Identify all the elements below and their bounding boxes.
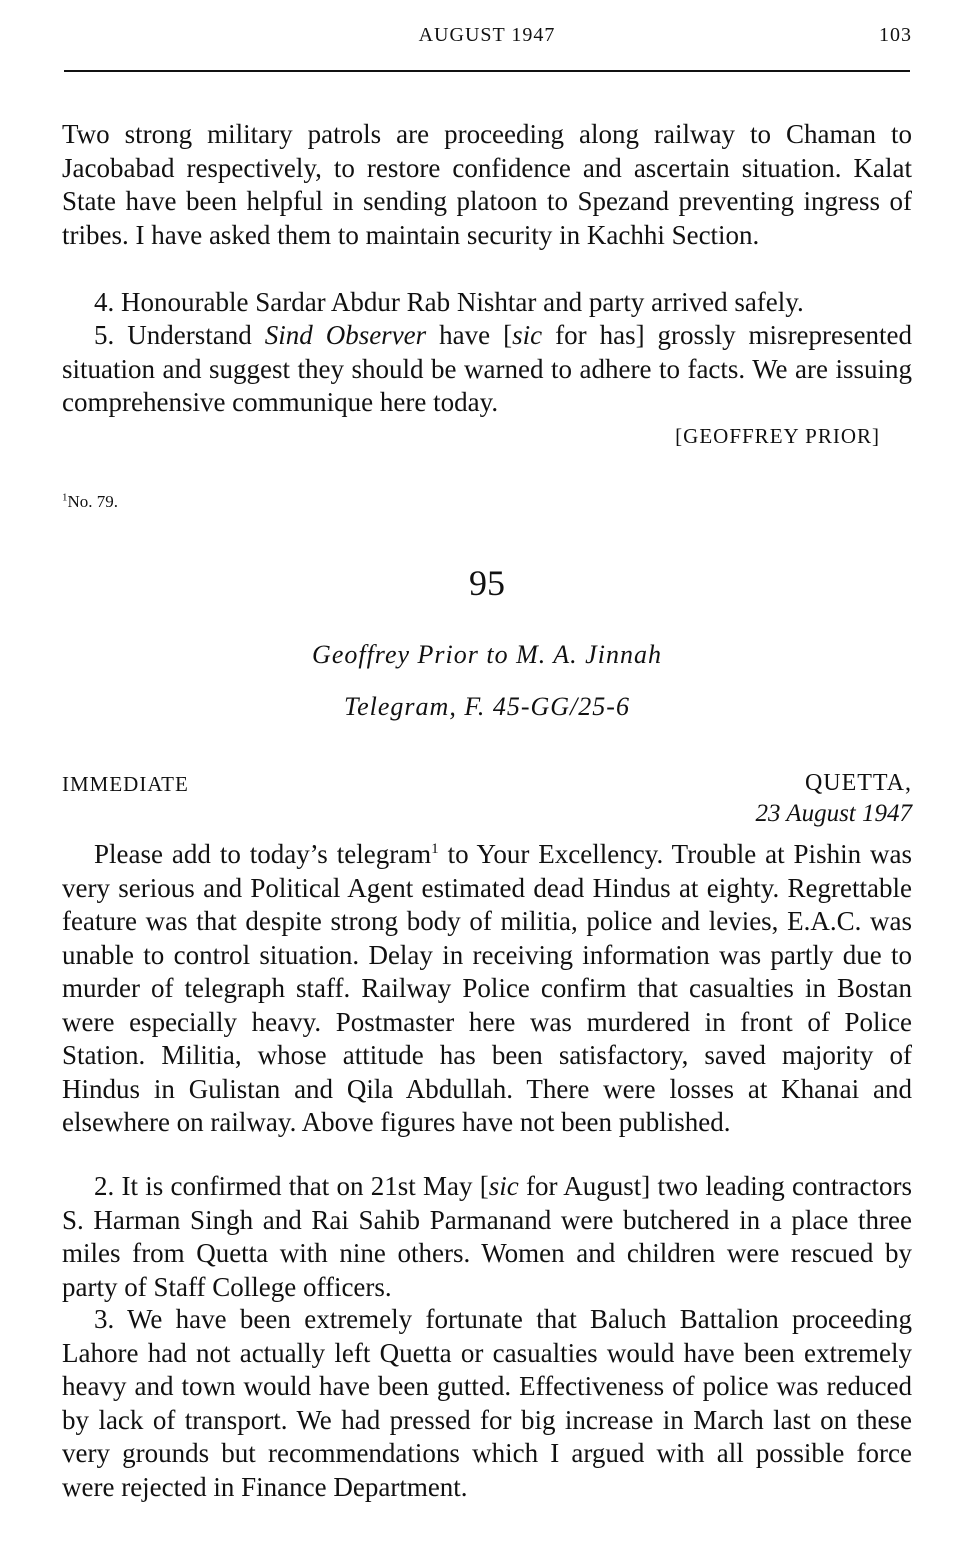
telegram-paragraph-1-text-1: Please add to today’s telegram xyxy=(94,839,432,869)
telegram-paragraph-2-text-2: for August] two leading contractors S. Harman Singh and Rai Sahib Parmanand were butchered in a place three miles from Quetta with nine others. Women and children were rescued by party of Staff College officers. xyxy=(62,1171,912,1302)
date-label: 23 August 1947 xyxy=(755,800,912,827)
newspaper-name: Sind Observer xyxy=(264,320,427,350)
continued-paragraph-1: Two strong military patrols are proceeding along railway to Chaman to Jacobabad respectively, to restore confidence and ascertain situation. Kalat State have been helpful in sending platoon to Spezand preventing ingress of tribes. I have asked them to maintain security in Kachhi Section. xyxy=(62,119,912,250)
document-title: Geoffrey Prior to M. A. Jinnah xyxy=(312,640,662,669)
footnote-mark: 1 xyxy=(62,491,68,504)
priority-label: IMMEDIATE xyxy=(62,772,189,796)
running-head-title: AUGUST 1947 xyxy=(418,24,556,46)
telegram-paragraph-1-text-2: to Your Excellency. Trouble at Pishin was very serious and Political Agent estimated dead Hindus at eighty. Regrettable feature was that despite strong body of militia, police and levies, E.A.C. was unable to control situation. Delay in receiving information was partly due to murder of telegraph staff. Railway Police confirm that casualties in Bostan were especially heavy. Postmaster here was murdered in front of Police Station. Militia, whose attitude has been satisfactory, saved majority of Hindus in Gulistan and Qila Abdullah. There were losses at Khanai and elsewhere on railway. Above figures have not been published. xyxy=(62,839,913,1137)
sic-mark: sic xyxy=(488,1171,519,1201)
paragraph-5-text-2: have [ xyxy=(426,320,513,350)
paragraph-5-text-1: 5. Understand xyxy=(94,320,265,350)
header-rule xyxy=(64,70,910,72)
place-label: QUETTA, xyxy=(804,770,912,796)
footnote-text: No. 79. xyxy=(67,492,119,511)
document-page xyxy=(62,0,912,1551)
telegram-paragraph-3: 3. We have been extremely fortunate that Baluch Battalion proceeding Lahore had not actually left Quetta or casualties would have been extremely heavy and town would have been gutted. Effectiveness of police was reduced by lack of transport. We had pressed for big increase in March last on these very grounds but recommendations which I argued with all possible force were rejected in Finance Department. xyxy=(62,1304,912,1502)
signature: [GEOFFREY PRIOR] xyxy=(675,424,880,448)
telegram-paragraph-2-text-1: 2. It is confirmed that on 21st May [ xyxy=(94,1171,489,1201)
continued-paragraph-5 xyxy=(62,319,912,420)
paragraph-5-text-3: for has] grossly misrepresented situation and suggest they should be warned to adhere to facts. We are issuing comprehensive communique here today. xyxy=(62,320,912,417)
footnote xyxy=(62,492,118,512)
document-subtitle: Telegram, F. 45-GG/25-6 xyxy=(344,692,630,721)
document-number: 95 xyxy=(469,563,505,603)
continued-paragraph-4: 4. Honourable Sardar Abdur Rab Nishtar and party arrived safely. xyxy=(94,287,804,317)
running-head xyxy=(62,24,912,52)
page-number: 103 xyxy=(879,24,912,46)
footnote-reference: 1 xyxy=(431,841,439,857)
telegram-paragraph-1 xyxy=(62,838,912,1140)
sic-mark: sic xyxy=(512,320,543,350)
telegram-paragraph-2 xyxy=(62,1170,912,1304)
